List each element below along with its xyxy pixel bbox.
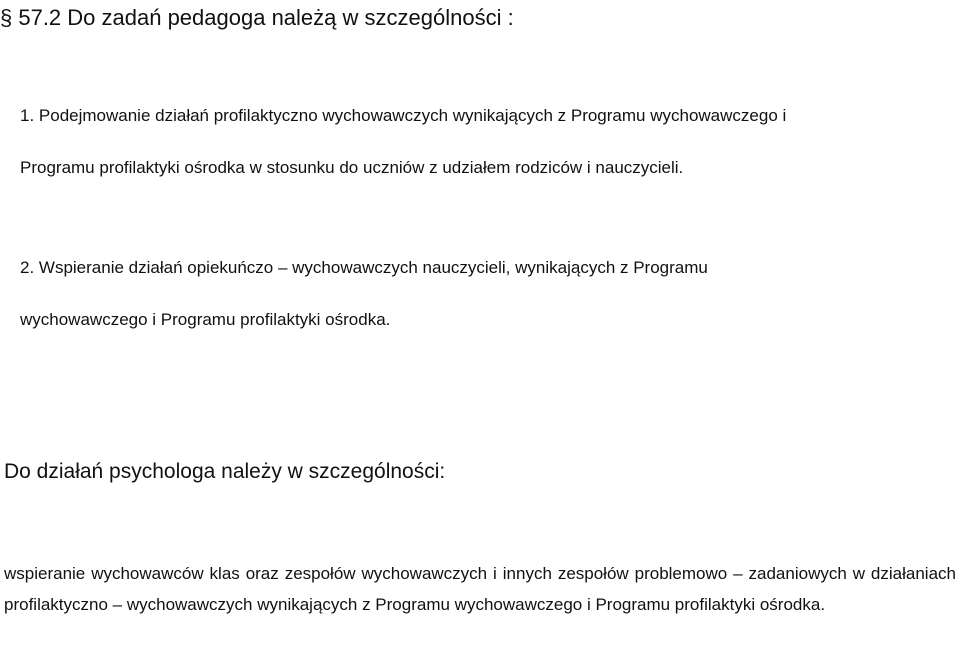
pedagog-task-1: 1. Podejmowanie działań profilaktyczno wychowawczych wynikających z Programu wychowawczego i Programu profilaktyki ośrodka w stosunku do uczniów z udziałem rodziców i nauczycieli. — [20, 106, 787, 177]
pedagog-task-2: 2. Wspieranie działań opiekuńczo – wychowawczych nauczycieli, wynikających z Programu wychowawczego i Programu profilaktyki ośrodka. — [20, 258, 708, 329]
psychologist-paragraph: wspieranie wychowawców klas oraz zespołów wychowawczych i innych zespołów problemowo – zadaniowych w działaniach profilaktyczno – wychowawczych wynikających z Programu wychowawczego i Programu profilaktyki ośrodka. — [4, 564, 956, 614]
section-heading: § 57.2 Do zadań pedagoga należą w szczególności : — [0, 5, 514, 30]
psychologist-heading: Do działań psychologa należy w szczególności: — [4, 460, 446, 483]
